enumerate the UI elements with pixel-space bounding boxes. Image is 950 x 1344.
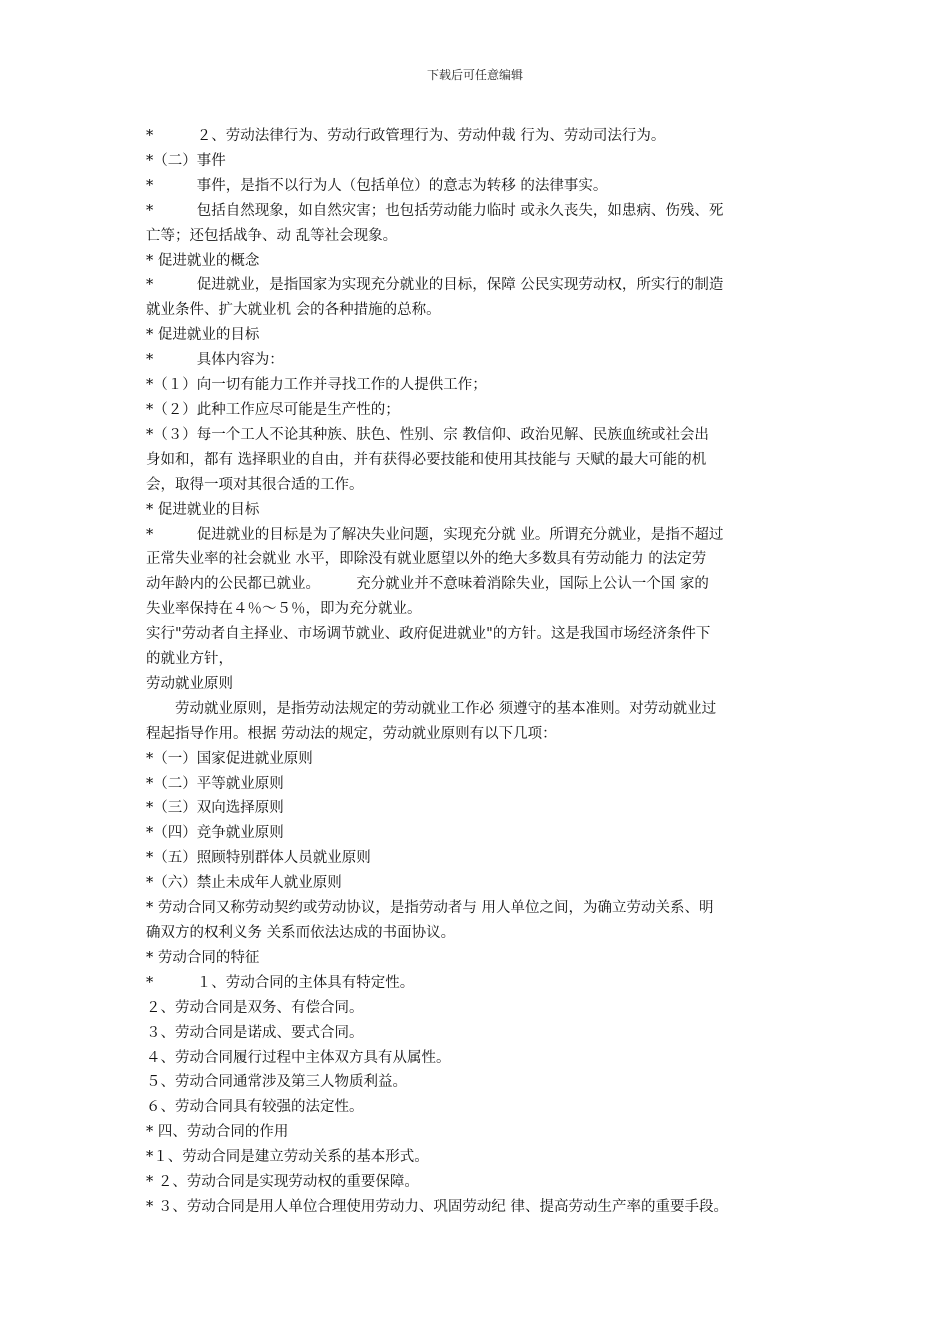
text-line: *１、劳动合同是建立劳动关系的基本形式。 xyxy=(146,1149,429,1166)
text-line: 身如和，都有 选择职业的自由，并有获得必要技能和使用其技能与 天赋的最大可能的机 xyxy=(146,451,707,468)
text-line: 失业率保持在４％～５％，即为充分就业。 xyxy=(146,601,422,618)
page-header: 下载后可任意编辑 xyxy=(426,68,523,82)
text-line: * 具体内容为： xyxy=(146,352,284,369)
text-line: *（四）竞争就业原则 xyxy=(146,825,284,842)
text-line: *（五）照顾特别群体人员就业原则 xyxy=(146,850,371,867)
text-line: *（一）国家促进就业原则 xyxy=(146,750,313,767)
text-line: 确双方的权利义务 关系而依法达成的书面协议。 xyxy=(146,925,456,941)
text-line: ６、劳动合同具有较强的法定性。 xyxy=(146,1099,364,1116)
text-line: 实行"劳动者自主择业、市场调节就业、政府促进就业"的方针。这是我国市场经济条件下 xyxy=(146,626,711,643)
text-line: 劳动就业原则 xyxy=(146,675,233,692)
text-line: * ３、劳动合同是用人单位合理使用劳动力、巩固劳动纪 律、提高劳动生产率的重要手段。 xyxy=(146,1198,728,1215)
text-line: ５、劳动合同通常涉及第三人物质利益。 xyxy=(146,1074,407,1091)
text-line: 动年龄内的公民都已就业。 充分就业并不意味着消除失业，国际上公认一个国 家的 xyxy=(146,576,709,593)
text-line: ４、劳动合同履行过程中主体双方具有从属性。 xyxy=(146,1049,451,1066)
text-line: * 促进就业，是指国家为实现充分就业的目标，保障 公民实现劳动权，所实行的制造 xyxy=(146,277,724,294)
text-line: * 四、劳动合同的作用 xyxy=(146,1124,289,1141)
text-line: *（六）禁止未成年人就业原则 xyxy=(146,875,342,892)
text-line: *（２）此种工作应尽可能是生产性的； xyxy=(146,401,400,418)
text-line: ２、劳动合同是双务、有偿合同。 xyxy=(146,999,364,1016)
text-line: 亡等；还包括战争、动 乱等社会现象。 xyxy=(146,227,398,244)
text-line: 的就业方针， xyxy=(146,651,233,668)
text-line: *（１）向一切有能力工作并寻找工作的人提供工作； xyxy=(146,377,487,394)
text-line: * 劳动合同的特征 xyxy=(146,949,260,966)
text-line: * 劳动合同又称劳动契约或劳动协议，是指劳动者与 用人单位之间，为确立劳动关系、明 xyxy=(146,900,714,917)
text-line: 程起指导作用。根据 劳动法的规定，劳动就业原则有以下几项： xyxy=(146,725,557,742)
text-line: ３、劳动合同是诺成、要式合同。 xyxy=(146,1024,364,1041)
text-line: * 促进就业的概念 xyxy=(146,252,260,269)
text-line: 就业条件、扩大就业机 会的各种措施的总称。 xyxy=(146,302,441,319)
text-line: *（三）双向选择原则 xyxy=(146,800,284,817)
text-line: * ２、劳动法律行为、劳动行政管理行为、劳动仲裁 行为、劳动司法行为。 xyxy=(146,128,666,144)
text-line: *（３）每一个工人不论其种族、肤色、性别、宗 教信仰、政治见解、民族血统或社会出 xyxy=(146,426,709,443)
text-line: 会，取得一项对其很合适的工作。 xyxy=(146,476,364,493)
text-line: 劳动就业原则，是指劳动法规定的劳动就业工作必 须遵守的基本准则。对劳动就业过 xyxy=(146,700,717,717)
text-line: * 事件，是指不以行为人（包括单位）的意志为转移 的法律事实。 xyxy=(146,177,608,194)
text-line: *（二）事件 xyxy=(146,152,226,169)
text-line: * 包括自然现象，如自然灾害；也包括劳动能力临时 或永久丧失，如患病、伤残、死 xyxy=(146,202,724,219)
text-line: 正常失业率的社会就业 水平，即除没有就业愿望以外的绝大多数具有劳动能力 的法定劳 xyxy=(146,551,707,568)
text-line: * 促进就业的目标 xyxy=(146,501,260,518)
text-line: * ２、劳动合同是实现劳动权的重要保障。 xyxy=(146,1174,419,1191)
text-line: * 促进就业的目标是为了解决失业问题，实现充分就 业。所谓充分就业，是指不超过 xyxy=(146,526,724,543)
text-line: * １、劳动合同的主体具有特定性。 xyxy=(146,974,415,991)
text-line: *（二）平等就业原则 xyxy=(146,775,284,792)
document-body xyxy=(146,124,826,1220)
text-line: * 促进就业的目标 xyxy=(146,327,260,344)
